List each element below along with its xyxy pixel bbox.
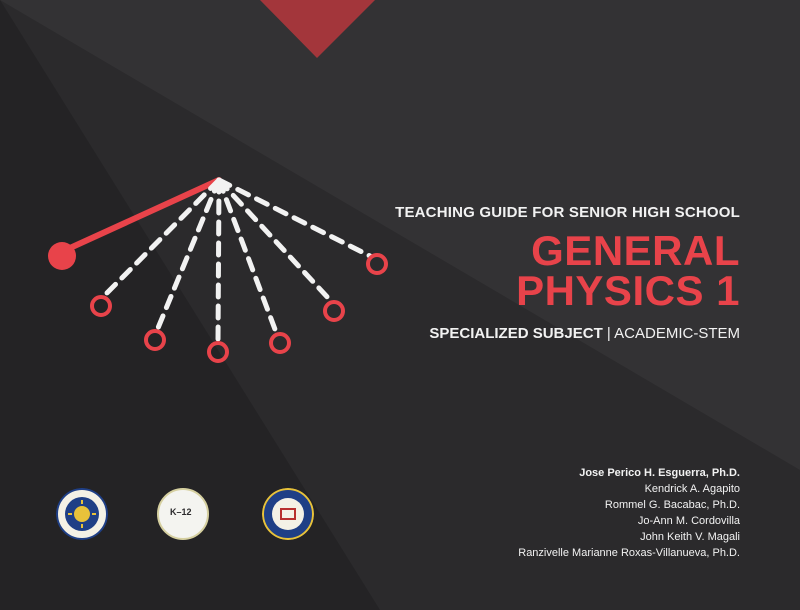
k12-logo-icon [157, 488, 209, 540]
author-item: Rommel G. Bacabac, Ph.D. [604, 499, 740, 511]
series-label: TEACHING GUIDE FOR SENIOR HIGH SCHOOL [395, 204, 740, 221]
track-label: ACADEMIC-STEM [614, 325, 740, 342]
k12-logo-text: K–12 [170, 507, 192, 517]
separator: | [606, 325, 611, 342]
university-seal-icon [262, 488, 314, 540]
author-item: Kendrick A. Agapito [644, 483, 740, 495]
author-item: John Keith V. Magali [640, 531, 740, 543]
commission-seal-icon [56, 488, 108, 540]
author-item: Jo-Ann M. Cordovilla [637, 515, 740, 527]
title-block [395, 204, 740, 342]
author-list [518, 465, 740, 561]
title-line-1: GENERAL [531, 227, 740, 274]
subject-type: SPECIALIZED SUBJECT [429, 325, 603, 342]
lead-author: Jose Perico H. Esguerra, Ph.D. [579, 467, 740, 479]
author-item: Ranzivelle Marianne Roxas-Villanueva, Ph.D. [518, 547, 740, 559]
title-line-2: PHYSICS 1 [516, 267, 740, 314]
subject-line [395, 325, 740, 342]
main-title [395, 227, 740, 314]
